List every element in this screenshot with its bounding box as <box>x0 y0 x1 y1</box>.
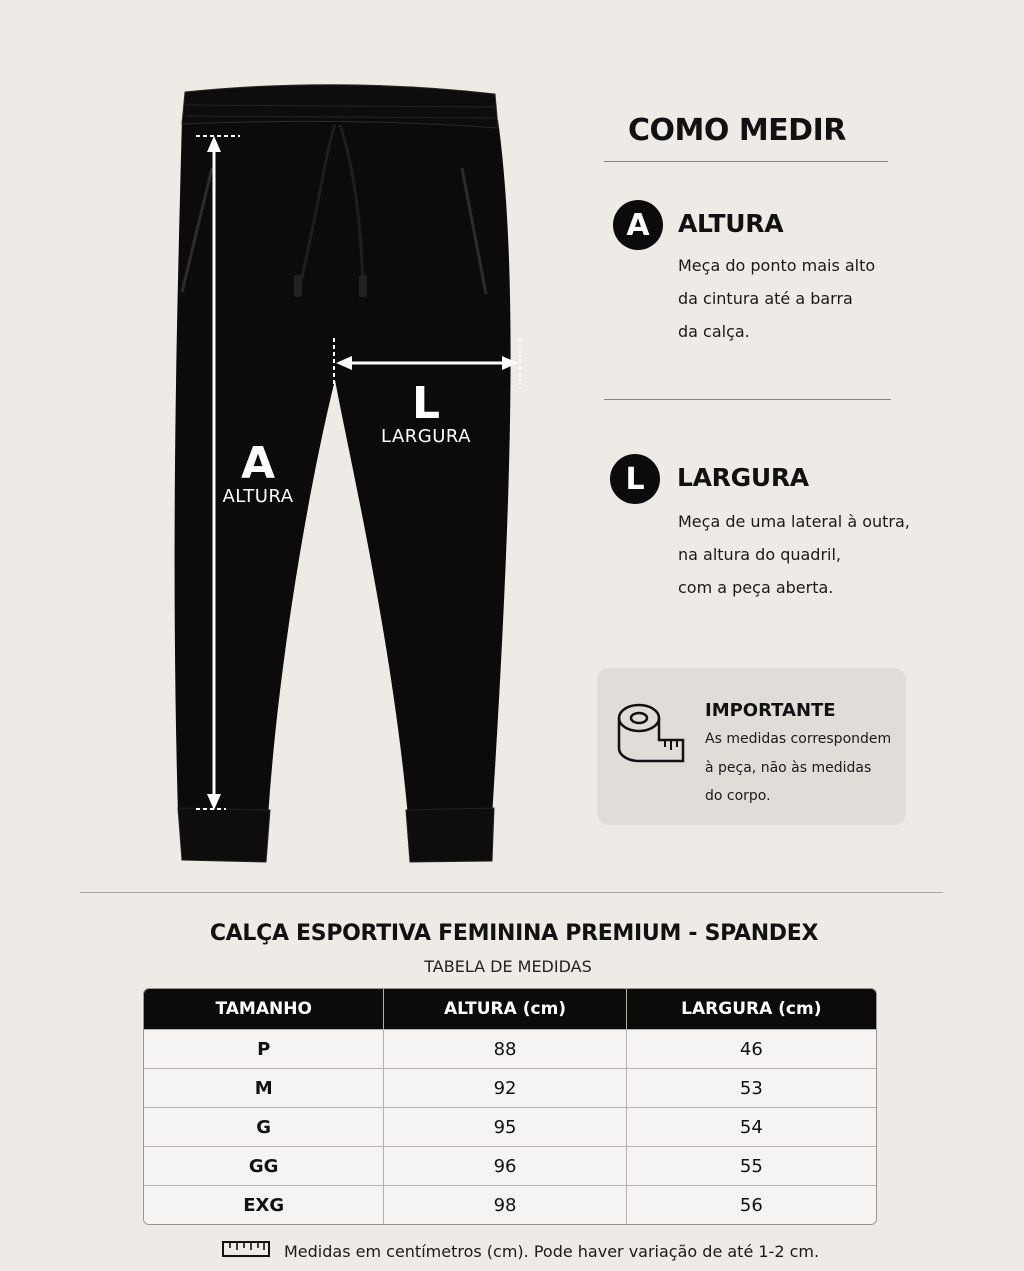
height-cell: 98 <box>383 1185 625 1224</box>
size-table <box>143 988 877 1225</box>
header-height: ALTURA (cm) <box>383 989 625 1029</box>
step-l-line: com a peça aberta. <box>678 578 834 597</box>
left-cuff <box>178 808 270 862</box>
guide-title: COMO MEDIR <box>628 113 846 148</box>
note-line: à peça, não às medidas <box>705 759 872 776</box>
width-cell: 54 <box>626 1107 876 1146</box>
important-note <box>597 668 906 825</box>
step-a-line: da calça. <box>678 322 750 341</box>
pants-drawing <box>130 80 550 880</box>
size-cell: P <box>144 1029 383 1068</box>
width-word: LARGURA <box>381 426 471 447</box>
table-row <box>144 1107 876 1146</box>
header-size: TAMANHO <box>144 989 383 1029</box>
step-l-description <box>678 505 910 604</box>
width-label <box>374 378 478 447</box>
step-l-title: LARGURA <box>677 463 809 492</box>
ruler-icon <box>222 1241 270 1261</box>
footnote-text: Medidas em centímetros (cm). Pode haver variação de até 1-2 cm. <box>284 1241 820 1261</box>
measuring-tape-icon <box>617 700 687 773</box>
height-cell: 96 <box>383 1146 625 1185</box>
height-cell: 95 <box>383 1107 625 1146</box>
step-l-line: na altura do quadril, <box>678 545 842 564</box>
height-label <box>210 438 306 507</box>
divider <box>604 399 891 400</box>
product-title: CALÇA ESPORTIVA FEMININA PREMIUM - SPANDEX <box>209 921 819 946</box>
width-cell: 55 <box>626 1146 876 1185</box>
width-letter: L <box>411 378 441 429</box>
table-row <box>144 1185 876 1224</box>
size-cell: G <box>144 1107 383 1146</box>
height-cell: 88 <box>383 1029 625 1068</box>
size-cell: M <box>144 1068 383 1107</box>
table-subtitle: TABELA DE MEDIDAS <box>424 957 592 976</box>
height-word: ALTURA <box>222 486 294 507</box>
table-row <box>144 1029 876 1068</box>
note-title: IMPORTANTE <box>705 700 836 721</box>
note-line: As medidas correspondem <box>705 731 892 747</box>
height-cell: 92 <box>383 1068 625 1107</box>
section-divider <box>80 892 943 893</box>
footnote <box>222 1241 819 1261</box>
divider <box>604 161 888 162</box>
step-l-badge: L <box>610 454 660 504</box>
right-cuff <box>406 808 494 862</box>
table-header-row <box>144 989 876 1029</box>
table-row <box>144 1146 876 1185</box>
step-a-title: ALTURA <box>678 209 784 238</box>
step-l-line: Meça de uma lateral à outra, <box>678 512 910 531</box>
note-text <box>705 725 901 811</box>
step-a-badge: A <box>613 200 663 250</box>
width-cell: 53 <box>626 1068 876 1107</box>
size-cell: GG <box>144 1146 383 1185</box>
width-cell: 46 <box>626 1029 876 1068</box>
step-a-line: Meça do ponto mais alto <box>678 256 876 275</box>
step-a-description <box>678 249 875 348</box>
table-row <box>144 1068 876 1107</box>
height-letter: A <box>240 438 276 489</box>
note-line: do corpo. <box>705 788 771 804</box>
width-cell: 56 <box>626 1185 876 1224</box>
step-a-line: da cintura até a barra <box>678 289 853 308</box>
header-width: LARGURA (cm) <box>626 989 876 1029</box>
size-cell: EXG <box>144 1185 383 1224</box>
pants-illustration <box>130 80 550 880</box>
